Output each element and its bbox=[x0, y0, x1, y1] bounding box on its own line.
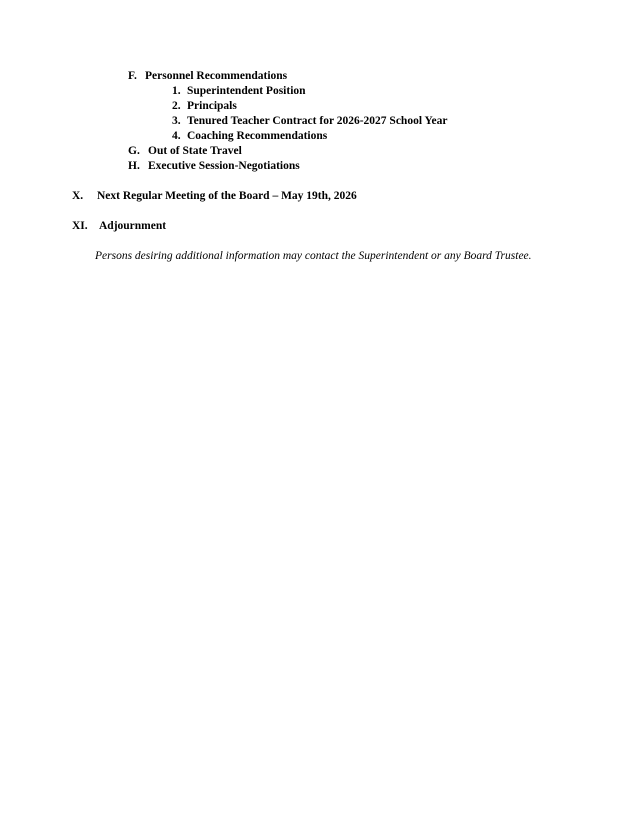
agenda-subitem-text: Principals bbox=[187, 100, 237, 112]
agenda-item-label: X. bbox=[72, 190, 84, 202]
agenda-subitem-text: Superintendent Position bbox=[187, 85, 306, 97]
agenda-item-text: Next Regular Meeting of the Board – May 19th, 2026 bbox=[97, 190, 357, 202]
agenda-item-f bbox=[128, 69, 287, 83]
agenda-subitem-text: Coaching Recommendations bbox=[187, 130, 328, 142]
agenda-item-label: H. bbox=[128, 160, 140, 172]
agenda-subitem-3 bbox=[172, 114, 447, 128]
agenda-subitem-label: 1. bbox=[172, 85, 181, 97]
agenda-item-xi bbox=[72, 219, 166, 233]
agenda-subitem-label: 2. bbox=[172, 100, 181, 112]
agenda-subitem-4 bbox=[172, 129, 327, 143]
contact-note: Persons desiring additional information may contact the Superintendent or any Board Trustee. bbox=[95, 250, 532, 262]
agenda-item-x bbox=[72, 189, 357, 203]
agenda-item-g bbox=[128, 144, 242, 158]
agenda-item-label: XI. bbox=[72, 220, 88, 232]
agenda-item-text: Out of State Travel bbox=[148, 145, 242, 157]
agenda-subitem-1 bbox=[172, 84, 306, 98]
agenda-item-label: F. bbox=[128, 70, 137, 82]
agenda-subitem-label: 3. bbox=[172, 115, 181, 127]
agenda-item-text: Adjournment bbox=[99, 220, 167, 232]
agenda-subitem-label: 4. bbox=[172, 130, 181, 142]
agenda-subitem-text: Tenured Teacher Contract for 2026-2027 School Year bbox=[187, 115, 448, 127]
agenda-item-label: G. bbox=[128, 145, 140, 157]
agenda-item-text: Personnel Recommendations bbox=[145, 70, 288, 82]
agenda-subitem-2 bbox=[172, 99, 237, 113]
agenda-item-text: Executive Session-Negotiations bbox=[148, 160, 300, 172]
agenda-item-h bbox=[128, 159, 300, 173]
